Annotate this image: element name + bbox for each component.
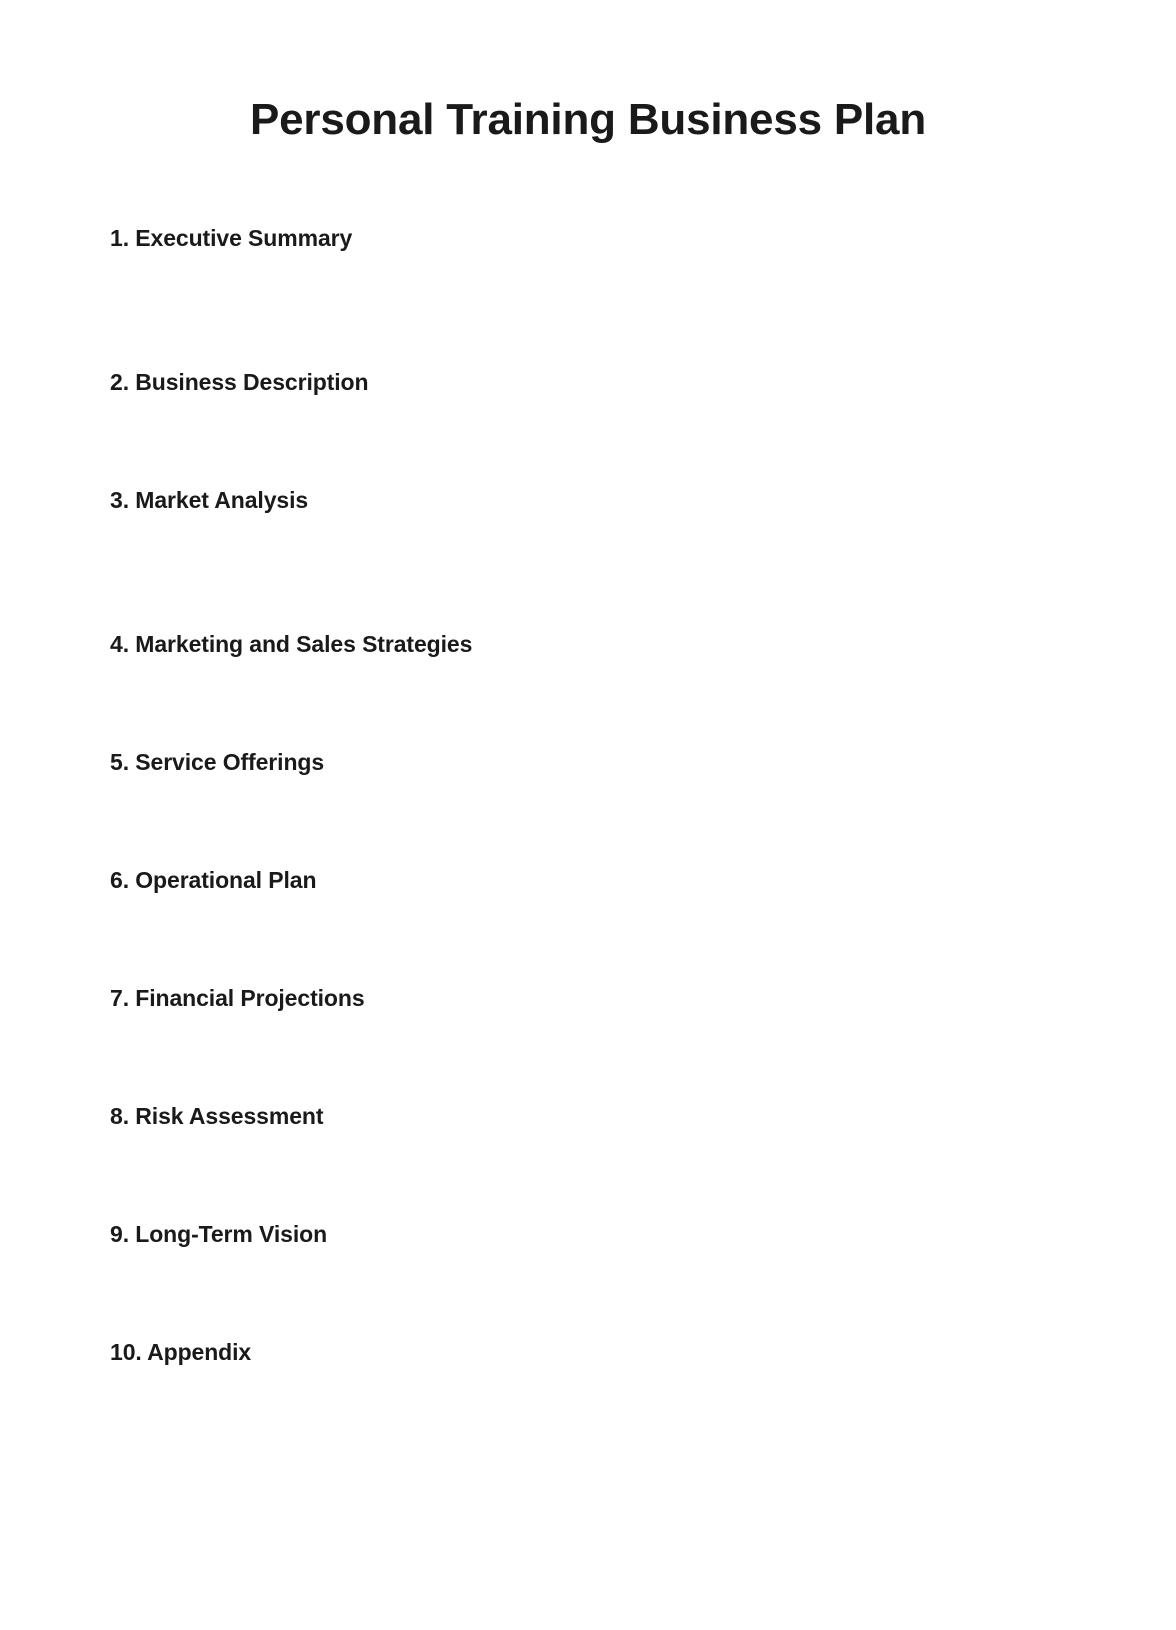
section-heading-executive-summary: 1. Executive Summary	[110, 225, 353, 251]
section-heading-service-offerings: 5. Service Offerings	[110, 749, 325, 775]
section-list	[0, 224, 1176, 1366]
section-heading-business-description: 2. Business Description	[110, 369, 369, 395]
section-heading-market-analysis: 3. Market Analysis	[110, 487, 309, 513]
section-heading-long-term-vision: 9. Long-Term Vision	[110, 1221, 328, 1247]
section-heading-financial-projections: 7. Financial Projections	[110, 985, 365, 1011]
document-title: Personal Training Business Plan	[249, 95, 926, 144]
section-heading-operational-plan: 6. Operational Plan	[110, 867, 317, 893]
section-heading-marketing-and-sales-strategies: 4. Marketing and Sales Strategies	[110, 631, 473, 657]
section-heading-appendix: 10. Appendix	[110, 1339, 252, 1365]
section-heading-risk-assessment: 8. Risk Assessment	[110, 1103, 324, 1129]
